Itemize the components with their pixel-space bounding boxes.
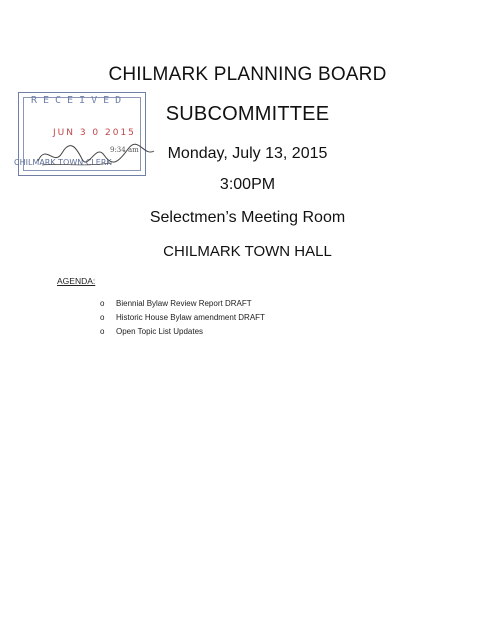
agenda-item-text: Biennial Bylaw Review Report DRAFT <box>116 298 252 308</box>
stamp-office: CHILMARK TOWN CLERK <box>14 158 112 167</box>
agenda-item-text: Open Topic List Updates <box>116 326 204 336</box>
bullet-icon: o <box>100 298 105 308</box>
meeting-date: Monday, July 13, 2015 <box>167 145 328 162</box>
agenda-item <box>100 296 265 310</box>
organization-title: CHILMARK PLANNING BOARD <box>108 64 387 85</box>
agenda-item-text: Historic House Bylaw amendment DRAFT <box>116 312 265 322</box>
bullet-icon: o <box>100 312 105 322</box>
subcommittee-title: SUBCOMMITTEE <box>165 103 330 125</box>
stamp-date: JUN 3 0 2015 <box>53 128 136 138</box>
agenda-item <box>100 324 265 338</box>
meeting-building: CHILMARK TOWN HALL <box>163 243 332 260</box>
agenda-item <box>100 310 265 324</box>
meeting-time: 3:00PM <box>219 176 276 193</box>
stamp-handwritten-time: 9:34 am <box>110 146 139 154</box>
meeting-room: Selectmen’s Meeting Room <box>149 209 346 226</box>
agenda-label: AGENDA: <box>57 276 96 286</box>
bullet-icon: o <box>100 326 105 336</box>
stamp-received-word: RECEIVED <box>31 95 128 106</box>
agenda-list <box>100 296 265 338</box>
